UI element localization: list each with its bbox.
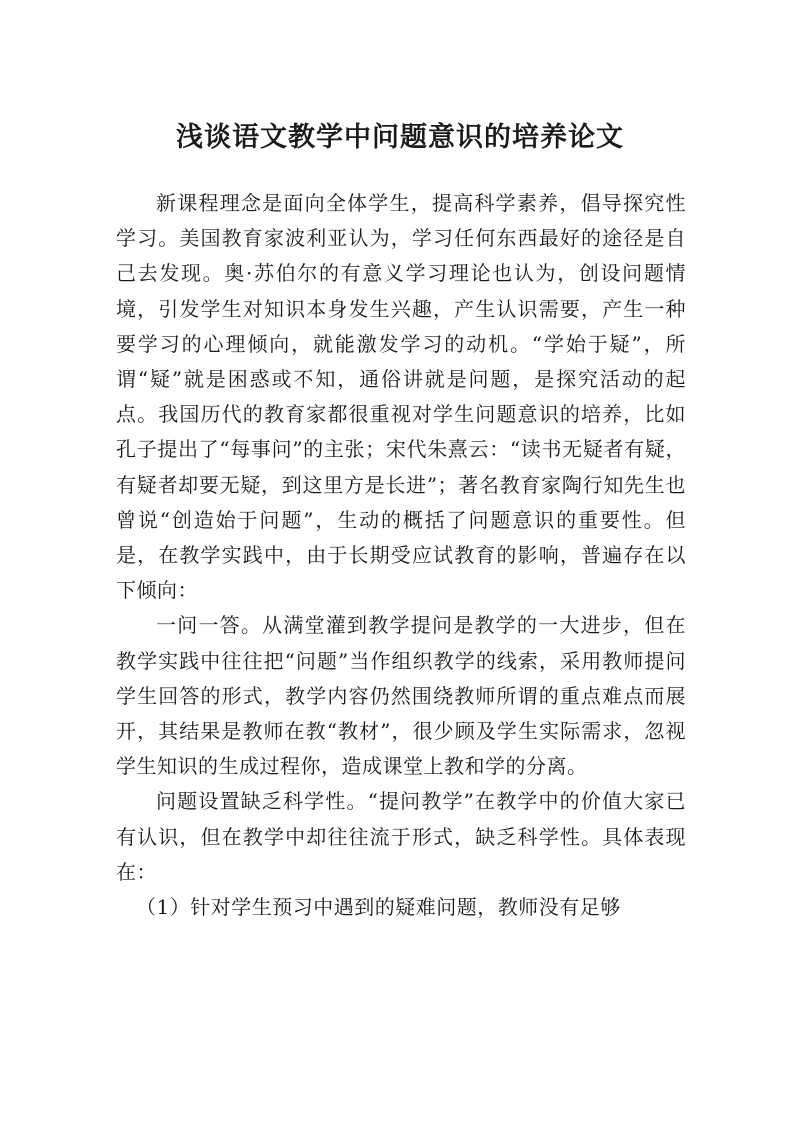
paragraph-question-design: 问题设置缺乏科学性。“提问教学”在教学中的价值大家已有认识，但在教学中却往往流于形式，缺乏科学性。具体表现在： — [116, 789, 686, 884]
paragraph-list-item-1: （1）针对学生预习中遇到的疑难问题，教师没有足够 — [136, 895, 621, 920]
paragraph-intro: 新课程理念是面向全体学生，提高科学素养，倡导探究性学习。美国教育家波利亚认为，学习任何东西最好的途径是自己去发现。奥·苏伯尔的有意义学习理论也认为，创设问题情境，引发学生对知识本身发生兴趣，产生认识需要，产生一种要学习的心理倾向，就能激发学习的动机。“学始于疑”，所谓“疑”就是困惑或不知，通俗讲就是问题，是探究活动的起点。我国历代的教育家都很重视对学生问题意识的培养，比如孔子提出了“每事问”的主张；宋代朱熹云：“读书无疑者有疑，有疑者却要无疑，到这里方是长进”；著名教育家陶行知先生也曾说“创造始于问题”，生动的概括了问题意识的重要性。但是，在教学实践中，由于长期受应试教育的影响，普遍存在以下倾向： — [116, 191, 686, 603]
document-title: 浅谈语文教学中问题意识的培养论文 — [176, 122, 624, 154]
paragraph-question-answer: 一问一答。从满堂灌到教学提问是教学的一大进步，但在教学实践中往往把“问题”当作组织教学的线索，采用教师提问学生回答的形式，教学内容仍然围绕教师所谓的重点难点而展开，其结果是教师在教“教材”，很少顾及学生实际需求，忽视学生知识的生成过程你，造成课堂上教和学的分离。 — [116, 613, 686, 779]
document-body — [116, 186, 686, 925]
